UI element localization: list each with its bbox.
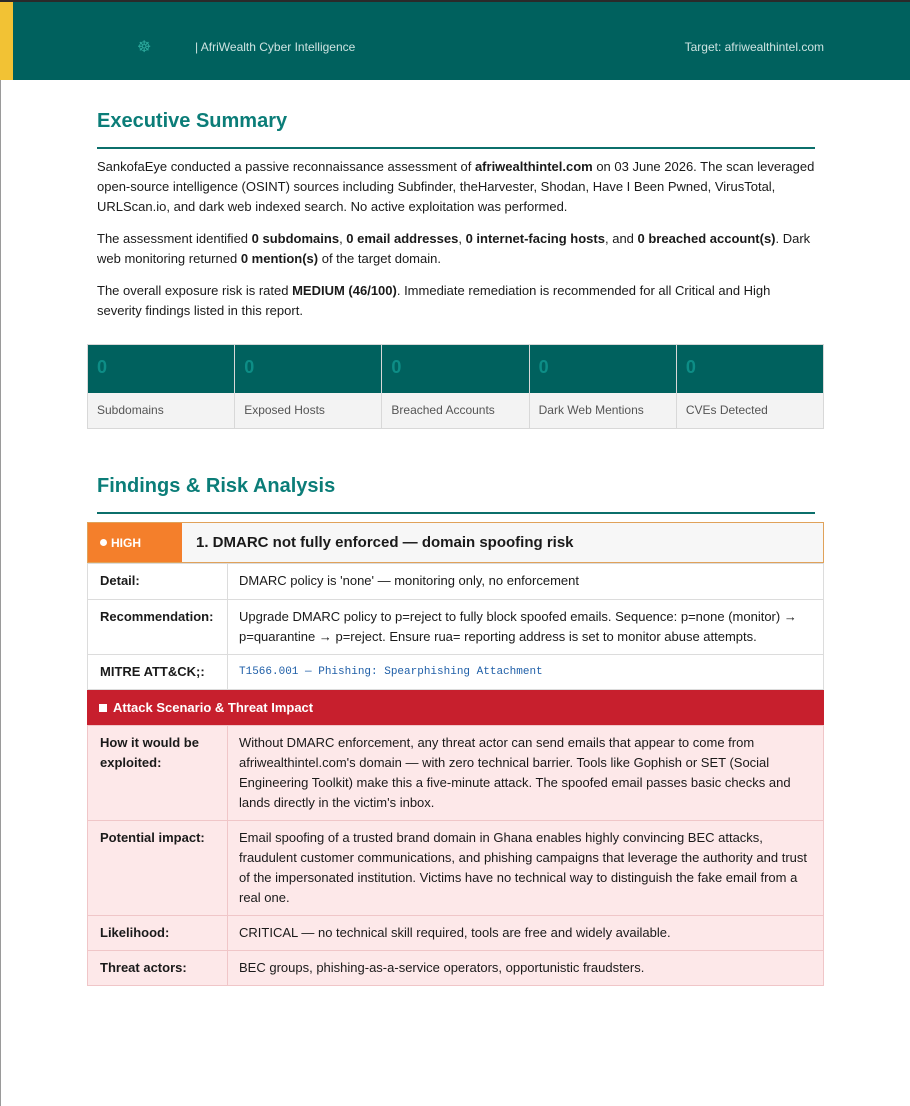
stat-value: 0 bbox=[677, 345, 823, 393]
severity-dot-icon bbox=[100, 539, 107, 546]
stat-exposed-hosts bbox=[235, 345, 382, 428]
scenario-banner bbox=[87, 690, 824, 725]
table-row bbox=[88, 951, 824, 986]
executive-summary-heading: Executive Summary bbox=[97, 110, 288, 132]
stat-value: 0 bbox=[235, 345, 381, 393]
stat-cves-detected bbox=[677, 345, 823, 428]
stat-label: CVEs Detected bbox=[677, 393, 823, 428]
table-row bbox=[88, 916, 824, 951]
findings-heading: Findings & Risk Analysis bbox=[97, 475, 336, 497]
table-row bbox=[88, 726, 824, 821]
header-accent-bar bbox=[0, 2, 13, 80]
row-value: Without DMARC enforcement, any threat actor can send emails that appear to come from afriwealthintel.com's domain — with zero technical barrier. Tools like Gophish or SET (Social Engineering Toolkit) make this a five-minute attack. The spoofed email passes basic checks and lands directly in the victim's inbox. bbox=[228, 726, 824, 821]
section-divider bbox=[97, 512, 815, 514]
stat-value: 0 bbox=[382, 345, 528, 393]
row-key: Detail: bbox=[88, 564, 228, 600]
severity-badge bbox=[88, 523, 182, 562]
row-key: Potential impact: bbox=[88, 821, 228, 916]
row-value: BEC groups, phishing-as-a-service operators, opportunistic fraudsters. bbox=[228, 951, 824, 986]
table-row bbox=[88, 564, 824, 600]
table-row bbox=[88, 655, 824, 690]
report-header bbox=[0, 0, 910, 80]
table-row bbox=[88, 821, 824, 916]
scenario-table bbox=[87, 725, 824, 986]
row-key: Threat actors: bbox=[88, 951, 228, 986]
row-value: Email spoofing of a trusted brand domain in Ghana enables highly convincing BEC attacks, fraudulent customer communications, and phishing campaigns that leverage the authority and trust of the impersonated institution. Victims have no technical way to distinguish the fake email from a real one. bbox=[228, 821, 824, 916]
stat-value: 0 bbox=[530, 345, 676, 393]
stat-label: Subdomains bbox=[88, 393, 234, 428]
row-value: Upgrade DMARC policy to p=reject to fully block spoofed emails. Sequence: p=none (monitor) → p=quarantine → p=reject. Ensure rua= reporting address is set to monitor abuse attempts. bbox=[228, 600, 824, 655]
section-divider bbox=[97, 147, 815, 149]
stat-value: 0 bbox=[88, 345, 234, 393]
square-bullet-icon bbox=[99, 704, 107, 712]
finding-details-table bbox=[87, 563, 824, 690]
scenario-heading: Attack Scenario & Threat Impact bbox=[113, 700, 314, 715]
row-value: DMARC policy is 'none' — monitoring only, no enforcement bbox=[228, 564, 824, 600]
stat-label: Exposed Hosts bbox=[235, 393, 381, 428]
severity-label: HIGH bbox=[111, 535, 141, 550]
finding-title: 1. DMARC not fully enforced — domain spoofing risk bbox=[196, 534, 574, 551]
row-key: Recommendation: bbox=[88, 600, 228, 655]
stat-subdomains bbox=[88, 345, 235, 428]
table-row bbox=[88, 600, 824, 655]
row-key: MITRE ATT&CK;: bbox=[88, 655, 228, 690]
summary-paragraph-2: The assessment identified 0 subdomains, 0 email addresses, 0 internet-facing hosts, and 0 breached account(s). Dark web monitoring returned 0 mention(s) of the target domain. bbox=[97, 231, 811, 266]
summary-paragraph-1: SankofaEye conducted a passive reconnaissance assessment of afriwealthintel.com on 03 June 2026. The scan leveraged open-source intelligence (OSINT) sources including Subfinder, theHarvester, Shodan, Have I Been Pwned, VirusTotal, URLScan.io, and dark web indexed search. No active exploitation was performed. bbox=[97, 159, 815, 214]
row-value: CRITICAL — no technical skill required, tools are free and widely available. bbox=[228, 916, 824, 951]
summary-paragraph-3: The overall exposure risk is rated MEDIUM (46/100). Immediate remediation is recommended for all Critical and High severity findings listed in this report. bbox=[97, 283, 771, 318]
row-key: How it would be exploited: bbox=[88, 726, 228, 821]
row-key: Likelihood: bbox=[88, 916, 228, 951]
adinkra-logo-icon: ☸ bbox=[137, 39, 152, 56]
stats-panel bbox=[87, 344, 824, 429]
stat-dark-web-mentions bbox=[530, 345, 677, 428]
stat-label: Breached Accounts bbox=[382, 393, 528, 428]
mitre-technique-link[interactable]: T1566.001 — Phishing: Spearphishing Attachment bbox=[228, 655, 824, 690]
finding-card bbox=[87, 522, 824, 986]
header-title: | AfriWealth Cyber Intelligence bbox=[195, 40, 356, 54]
header-target: Target: afriwealthintel.com bbox=[684, 40, 824, 54]
stat-label: Dark Web Mentions bbox=[530, 393, 676, 428]
finding-header bbox=[87, 522, 824, 563]
stat-breached-accounts bbox=[382, 345, 529, 428]
page-border bbox=[0, 0, 1, 1106]
